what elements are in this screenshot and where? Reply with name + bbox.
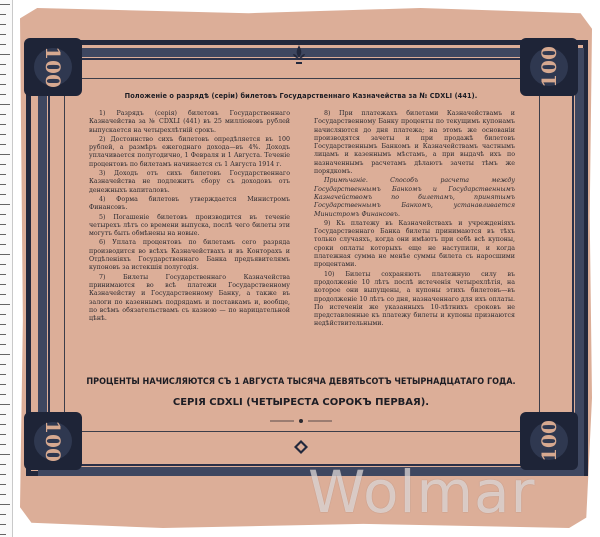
paragraph: 2) Достоинство сихъ билетовъ опредѣляется въ 100 рублей, а размѣръ ежегоднаго дохода—въ 4%. Доходъ уплачивается полугодично, 1 Февраля и 1 Августа. Теченіе процентовъ по билетамъ начинается съ 1 Августа 1914 г. — [89, 135, 290, 168]
interest-statement: ПРОЦЕНТЫ НАЧИСЛЯЮТСЯ СЪ 1 АВГУСТА ТЫСЯЧА ДЕВЯТЬСОТЪ ЧЕТЫРНАДЦАТАГО ГОДА. — [86, 377, 516, 387]
scale-tick — [0, 4, 10, 5]
scale-tick — [0, 84, 6, 85]
paragraph: 1) Разрядъ (серія) билетовъ Государственнаго Казначейства за № CDXLI (441) въ 25 милліоновъ рублей выпускается на четырехлѣтній срокъ. — [89, 110, 290, 134]
scale-tick — [0, 254, 10, 255]
scale-tick — [0, 184, 6, 185]
scale-tick — [0, 204, 10, 205]
scale-tick — [0, 144, 6, 145]
scale-tick — [0, 114, 6, 115]
corner-value-top-right: 100 — [530, 48, 568, 86]
scale-tick — [0, 364, 6, 365]
corner-value-bottom-right: 100 — [530, 422, 568, 460]
paragraph: 8) При платежахъ билетами Казначействамъ и Государственному Банку проценты по текущимъ купонамъ начисляются до дня платежа; на этомъ же основаніи производятся зачеты и при продажѣ билетовъ Государственнымъ Банкомъ и Казначействамъ частнымъ лицамъ и казеннымъ мѣстамъ, а при выдачѣ ихъ по назначеннымъ расчетамъ дѣлаютъ зачеты тѣмъ же порядкомъ. — [314, 110, 515, 176]
corner-value-top-left: 100 — [34, 48, 72, 86]
scale-tick — [0, 24, 6, 25]
scale-tick — [0, 74, 6, 75]
scale-tick — [0, 484, 6, 485]
scale-tick — [0, 104, 10, 105]
scale-tick — [0, 284, 6, 285]
scale-tick — [0, 314, 6, 315]
scale-tick — [0, 474, 6, 475]
measurement-scale — [0, 0, 13, 537]
scale-tick — [0, 234, 6, 235]
corner-ornament-top-left — [24, 38, 82, 96]
scale-tick — [0, 244, 6, 245]
scale-tick — [0, 304, 10, 305]
scale-tick — [0, 504, 10, 505]
series-statement: СЕРІЯ CDXLI (ЧЕТЫРЕСТА СОРОКЪ ПЕРВАЯ). — [172, 397, 430, 408]
scale-tick — [0, 524, 6, 525]
scale-tick — [0, 444, 6, 445]
scale-tick — [0, 94, 6, 95]
scale-tick — [0, 354, 10, 355]
scale-tick — [0, 124, 6, 125]
scale-tick — [0, 434, 6, 435]
scale-tick — [0, 264, 6, 265]
scale-tick — [0, 374, 6, 375]
paragraph: 7) Билеты Государственнаго Казначейства принимаются во всѣ платежи Государственному Казначейству и Государственному Банку, а также въ залоги по казеннымъ подрядамъ и поставкамъ и, вообще, по всѣмъ обязательствамъ съ казною — по нарицательной цѣнѣ. — [89, 273, 290, 323]
scale-tick — [0, 274, 6, 275]
scale-tick — [0, 194, 6, 195]
scale-tick — [0, 404, 10, 405]
scale-tick — [0, 334, 6, 335]
scale-tick — [0, 214, 6, 215]
paragraph: Примѣчаніе. Способъ расчета между Государственнымъ Банкомъ и Государственнымъ Казначействомъ по билетамъ, принятымъ Государственнымъ Банкомъ, устанавливается Министромъ Финансовъ. — [314, 177, 515, 218]
scale-tick — [0, 394, 6, 395]
scale-tick — [0, 514, 6, 515]
fleur-de-lis-ornament — [291, 44, 307, 66]
scale-tick — [0, 64, 6, 65]
scale-tick — [0, 294, 6, 295]
scale-tick — [0, 174, 6, 175]
scale-tick — [0, 344, 6, 345]
corner-ornament-bottom-left — [24, 412, 82, 470]
paragraph: 4) Форма билетовъ утверждается Министромъ Финансовъ. — [89, 195, 290, 212]
scale-tick — [0, 494, 6, 495]
scale-tick — [0, 414, 6, 415]
scale-tick — [0, 44, 6, 45]
paragraph: 3) Доходъ отъ сихъ билетовъ Государственнаго Казначейства не подлежитъ сбору съ доходовъ отъ денежныхъ капиталовъ. — [89, 170, 290, 194]
paragraph: 5) Погашеніе билетовъ производится въ теченіе четырехъ лѣтъ со времени выпуска, послѣ чего билеты эти могутъ быть обмѣнены на новые. — [89, 213, 290, 238]
right-text-column — [314, 110, 515, 330]
scale-tick — [0, 154, 10, 155]
scale-tick — [0, 424, 6, 425]
corner-value-bottom-left: 100 — [34, 422, 72, 460]
paragraph: 9) Къ платежу въ Казначействахъ и учрежденіяхъ Государственнаго Банка билеты принимаются въ тѣхъ только случаяхъ, когда они имѣютъ при себѣ всѣ купоны, сроки оплаты которыхъ еще не наступили, и когда платежная сумма не менѣе суммы билета съ наросшими процентами. — [314, 219, 515, 269]
scale-tick — [0, 384, 6, 385]
scale-tick — [0, 464, 6, 465]
ornamental-divider — [270, 418, 332, 424]
left-text-column — [89, 110, 290, 324]
scale-tick — [0, 34, 6, 35]
scale-tick — [0, 134, 6, 135]
scale-tick — [0, 164, 6, 165]
corner-ornament-top-right — [520, 38, 578, 96]
scale-tick — [0, 534, 6, 535]
scale-tick — [0, 54, 10, 55]
document-heading: Положеніе о разрядѣ (серіи) билетовъ Государственнаго Казначейства за № CDXLI (441). — [124, 91, 478, 100]
watermark-text: Wolmar — [308, 458, 536, 526]
paragraph: 10) Билеты сохраняютъ платежную силу въ продолженіе 10 лѣтъ послѣ истеченія четырехлѣтія, на которое они выпущены, а купоны этихъ билетовъ—въ продолженіе 10 лѣтъ со дня, назначеннаго для ихъ оплаты. По истеченіи же указанныхъ 10-лѣтнихъ сроковъ не представленные къ платежу билеты и купоны признаются недѣйствительными. — [314, 270, 515, 328]
paragraph: 6) Уплата процентовъ по билетамъ сего разряда производится во всѣхъ Казначействахъ и въ Конторахъ и Отдѣленіяхъ Государственнаго Банка предъявителямъ купоновъ за истекшія полугодія. — [89, 239, 290, 272]
scale-tick — [0, 324, 6, 325]
scale-tick — [0, 454, 10, 455]
scale-tick — [0, 224, 6, 225]
scale-tick — [0, 14, 6, 15]
diamond-ornament — [294, 440, 308, 454]
